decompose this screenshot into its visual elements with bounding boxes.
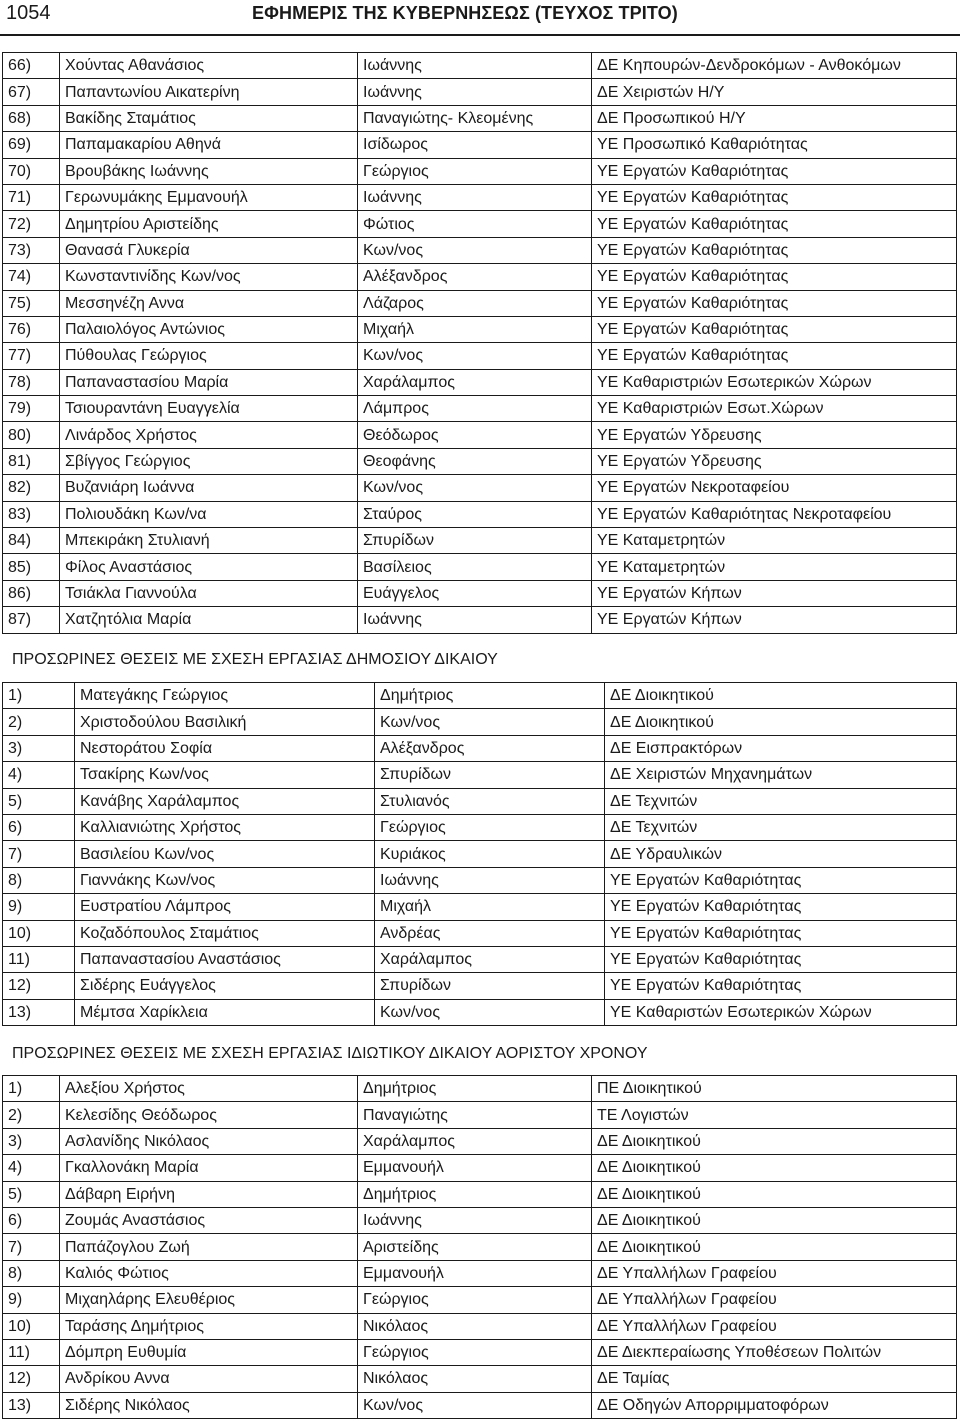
- father-name-cell: Σπυρίδων: [358, 528, 592, 554]
- table-row: [3, 735, 957, 761]
- surname-name-cell: Βυζανιάρη Ιωάννα: [60, 475, 358, 501]
- row-number-cell: 6): [3, 1207, 60, 1233]
- job-specialty-cell: ΥΕ Εργατών Κήπων: [592, 607, 957, 633]
- row-number-cell: 67): [3, 79, 60, 105]
- father-name-cell: Λάμπρος: [358, 396, 592, 422]
- surname-name-cell: Παπάζογλου Ζωή: [60, 1234, 358, 1260]
- row-number-cell: 72): [3, 211, 60, 237]
- staff-table-2: [2, 682, 957, 1026]
- section-title-private-law: ΠΡΟΣΩΡΙΝΕΣ ΘΕΣΕΙΣ ΜΕ ΣΧΕΣΗ ΕΡΓΑΣΙΑΣ ΙΔΙΩΤΙΚΟΥ ΔΙΚΑΙΟΥ ΑΟΡΙΣΤΟΥ ΧΡΟΝΟΥ: [12, 1045, 648, 1062]
- table-row: [3, 211, 957, 237]
- job-specialty-cell: ΥΕ Εργατών Καθαριότητας: [592, 343, 957, 369]
- father-name-cell: Αλέξανδρος: [375, 735, 605, 761]
- surname-name-cell: Κανάβης Χαράλαμπος: [75, 788, 375, 814]
- father-name-cell: Μιχαήλ: [375, 894, 605, 920]
- father-name-cell: Γεώργιος: [358, 158, 592, 184]
- job-specialty-cell: ΤΕ Λογιστών: [592, 1102, 957, 1128]
- father-name-cell: Εμμανουήλ: [358, 1155, 592, 1181]
- father-name-cell: Κων/νος: [358, 475, 592, 501]
- father-name-cell: Δημήτριος: [375, 683, 605, 709]
- table-row: [3, 580, 957, 606]
- father-name-cell: Κυριάκος: [375, 841, 605, 867]
- table-row: [3, 554, 957, 580]
- row-number-cell: 81): [3, 448, 60, 474]
- surname-name-cell: Σβίγγος Γεώργιος: [60, 448, 358, 474]
- table-row: [3, 79, 957, 105]
- father-name-cell: Γεώργιος: [358, 1287, 592, 1313]
- job-specialty-cell: ΔΕ Υπαλλήλων Γραφείου: [592, 1287, 957, 1313]
- table-row: [3, 1260, 957, 1286]
- job-specialty-cell: ΥΕ Εργατών Κήπων: [592, 580, 957, 606]
- surname-name-cell: Σιδέρης Ευάγγελος: [75, 973, 375, 999]
- row-number-cell: 9): [3, 894, 75, 920]
- job-specialty-cell: ΔΕ Τεχνιτών: [605, 814, 957, 840]
- row-number-cell: 9): [3, 1287, 60, 1313]
- table-row: [3, 369, 957, 395]
- row-number-cell: 75): [3, 290, 60, 316]
- job-specialty-cell: ΔΕ Διοικητικού: [605, 683, 957, 709]
- surname-name-cell: Μπεκιράκη Στυλιανή: [60, 528, 358, 554]
- table-row: [3, 1234, 957, 1260]
- row-number-cell: 70): [3, 158, 60, 184]
- row-number-cell: 71): [3, 184, 60, 210]
- row-number-cell: 2): [3, 1102, 60, 1128]
- surname-name-cell: Μέμτσα Χαρίκλεια: [75, 999, 375, 1025]
- gazette-title: ΕΦΗΜΕΡΙΣ ΤΗΣ ΚΥΒΕΡΝΗΣΕΩΣ (ΤΕΥΧΟΣ ΤΡΙΤΟ): [252, 3, 678, 23]
- row-number-cell: 87): [3, 607, 60, 633]
- table-row: [3, 237, 957, 263]
- job-specialty-cell: ΥΕ Καθαριστών Εσωτερικών Χώρων: [605, 999, 957, 1025]
- row-number-cell: 8): [3, 867, 75, 893]
- header-divider: [0, 34, 960, 36]
- table-row: [3, 1366, 957, 1392]
- surname-name-cell: Δημητρίου Αριστείδης: [60, 211, 358, 237]
- job-specialty-cell: ΥΕ Καταμετρητών: [592, 554, 957, 580]
- surname-name-cell: Καλιός Φώτιος: [60, 1260, 358, 1286]
- row-number-cell: 13): [3, 1392, 60, 1418]
- job-specialty-cell: ΔΕ Ταμίας: [592, 1366, 957, 1392]
- father-name-cell: Παναγιώτης: [358, 1102, 592, 1128]
- father-name-cell: Νικόλαος: [358, 1313, 592, 1339]
- page-number: 1054: [6, 2, 51, 24]
- table-row: [3, 1313, 957, 1339]
- row-number-cell: 69): [3, 132, 60, 158]
- job-specialty-cell: ΔΕ Προσωπικού Η/Υ: [592, 105, 957, 131]
- row-number-cell: 78): [3, 369, 60, 395]
- job-specialty-cell: ΥΕ Εργατών Καθαριότητας: [592, 184, 957, 210]
- table-row: [3, 53, 957, 79]
- surname-name-cell: Χατζητόλια Μαρία: [60, 607, 358, 633]
- father-name-cell: Σπυρίδων: [375, 973, 605, 999]
- table-row: [3, 316, 957, 342]
- job-specialty-cell: ΥΕ Εργατών Καθαριότητας: [605, 946, 957, 972]
- job-specialty-cell: ΥΕ Εργατών Καθαριότητας: [592, 211, 957, 237]
- table-row: [3, 1128, 957, 1154]
- row-number-cell: 86): [3, 580, 60, 606]
- table-row: [3, 105, 957, 131]
- father-name-cell: Ιωάννης: [358, 53, 592, 79]
- father-name-cell: Ευάγγελος: [358, 580, 592, 606]
- table-row: [3, 946, 957, 972]
- table-row: [3, 814, 957, 840]
- father-name-cell: Μιχαήλ: [358, 316, 592, 342]
- father-name-cell: Στυλιανός: [375, 788, 605, 814]
- father-name-cell: Δημήτριος: [358, 1181, 592, 1207]
- job-specialty-cell: ΥΕ Εργατών Καθαριότητας Νεκροταφείου: [592, 501, 957, 527]
- table-row: [3, 475, 957, 501]
- row-number-cell: 1): [3, 1076, 60, 1102]
- job-specialty-cell: ΔΕ Διοικητικού: [592, 1155, 957, 1181]
- father-name-cell: Ιωάννης: [358, 1207, 592, 1233]
- table-row: [3, 788, 957, 814]
- table-row: [3, 501, 957, 527]
- father-name-cell: Αριστείδης: [358, 1234, 592, 1260]
- surname-name-cell: Ανδρίκου Αννα: [60, 1366, 358, 1392]
- row-number-cell: 11): [3, 946, 75, 972]
- row-number-cell: 13): [3, 999, 75, 1025]
- surname-name-cell: Ασλανίδης Νικόλαος: [60, 1128, 358, 1154]
- row-number-cell: 82): [3, 475, 60, 501]
- row-number-cell: 83): [3, 501, 60, 527]
- father-name-cell: Κων/νος: [358, 343, 592, 369]
- father-name-cell: Γεώργιος: [358, 1339, 592, 1365]
- job-specialty-cell: ΔΕ Διοικητικού: [592, 1234, 957, 1260]
- surname-name-cell: Γερωνυμάκης Εμμανουήλ: [60, 184, 358, 210]
- row-number-cell: 4): [3, 1155, 60, 1181]
- father-name-cell: Ισίδωρος: [358, 132, 592, 158]
- father-name-cell: Σπυρίδων: [375, 762, 605, 788]
- table-row: [3, 1076, 957, 1102]
- row-number-cell: 3): [3, 735, 75, 761]
- section-title-public-law: ΠΡΟΣΩΡΙΝΕΣ ΘΕΣΕΙΣ ΜΕ ΣΧΕΣΗ ΕΡΓΑΣΙΑΣ ΔΗΜΟΣΙΟΥ ΔΙΚΑΙΟΥ: [12, 651, 498, 668]
- surname-name-cell: Ματεγάκης Γεώργιος: [75, 683, 375, 709]
- row-number-cell: 6): [3, 814, 75, 840]
- row-number-cell: 5): [3, 1181, 60, 1207]
- father-name-cell: Θεόδωρος: [358, 422, 592, 448]
- row-number-cell: 8): [3, 1260, 60, 1286]
- job-specialty-cell: ΔΕ Διοικητικού: [592, 1207, 957, 1233]
- table-row: [3, 1155, 957, 1181]
- table-row: [3, 683, 957, 709]
- row-number-cell: 12): [3, 973, 75, 999]
- surname-name-cell: Μιχαηλάρης Ελευθέριος: [60, 1287, 358, 1313]
- table-row: [3, 343, 957, 369]
- job-specialty-cell: ΥΕ Εργατών Καθαριότητας: [605, 973, 957, 999]
- surname-name-cell: Κωνσταντινίδης Κων/νος: [60, 264, 358, 290]
- row-number-cell: 3): [3, 1128, 60, 1154]
- father-name-cell: Κων/νος: [358, 237, 592, 263]
- surname-name-cell: Τσιάκλα Γιαννούλα: [60, 580, 358, 606]
- row-number-cell: 84): [3, 528, 60, 554]
- father-name-cell: Σταύρος: [358, 501, 592, 527]
- job-specialty-cell: ΠΕ Διοικητικού: [592, 1076, 957, 1102]
- page-header: [0, 0, 960, 34]
- surname-name-cell: Ευστρατίου Λάμπρος: [75, 894, 375, 920]
- surname-name-cell: Πύθουλας Γεώργιος: [60, 343, 358, 369]
- father-name-cell: Θεοφάνης: [358, 448, 592, 474]
- row-number-cell: 4): [3, 762, 75, 788]
- job-specialty-cell: ΥΕ Καθαριστριών Εσωτερικών Χώρων: [592, 369, 957, 395]
- table-row: [3, 1392, 957, 1418]
- table-row: [3, 867, 957, 893]
- row-number-cell: 85): [3, 554, 60, 580]
- row-number-cell: 80): [3, 422, 60, 448]
- father-name-cell: Γεώργιος: [375, 814, 605, 840]
- row-number-cell: 12): [3, 1366, 60, 1392]
- job-specialty-cell: ΔΕ Χειριστών Μηχανημάτων: [605, 762, 957, 788]
- row-number-cell: 5): [3, 788, 75, 814]
- surname-name-cell: Δάβαρη Ειρήνη: [60, 1181, 358, 1207]
- job-specialty-cell: ΥΕ Εργατών Καθαριότητας: [605, 920, 957, 946]
- father-name-cell: Παναγιώτης- Κλεομένης: [358, 105, 592, 131]
- father-name-cell: Ιωάννης: [358, 184, 592, 210]
- father-name-cell: Αλέξανδρος: [358, 264, 592, 290]
- table-row: [3, 762, 957, 788]
- surname-name-cell: Θανασά Γλυκερία: [60, 237, 358, 263]
- surname-name-cell: Γκαλλονάκη Μαρία: [60, 1155, 358, 1181]
- surname-name-cell: Βασιλείου Κων/νος: [75, 841, 375, 867]
- surname-name-cell: Σιδέρης Νικόλαος: [60, 1392, 358, 1418]
- row-number-cell: 74): [3, 264, 60, 290]
- job-specialty-cell: ΥΕ Εργατών Νεκροταφείου: [592, 475, 957, 501]
- table-row: [3, 1181, 957, 1207]
- father-name-cell: Ιωάννης: [375, 867, 605, 893]
- surname-name-cell: Βακίδης Σταμάτιος: [60, 105, 358, 131]
- job-specialty-cell: ΥΕ Εργατών Καθαριότητας: [592, 158, 957, 184]
- surname-name-cell: Παπαμακαρίου Αθηνά: [60, 132, 358, 158]
- row-number-cell: 2): [3, 709, 75, 735]
- row-number-cell: 66): [3, 53, 60, 79]
- job-specialty-cell: ΥΕ Εργατών Καθαριότητας: [592, 316, 957, 342]
- table-row: [3, 841, 957, 867]
- job-specialty-cell: ΔΕ Τεχνιτών: [605, 788, 957, 814]
- row-number-cell: 11): [3, 1339, 60, 1365]
- surname-name-cell: Φίλος Αναστάσιος: [60, 554, 358, 580]
- surname-name-cell: Χούντας Αθανάσιος: [60, 53, 358, 79]
- table-row: [3, 973, 957, 999]
- table-row: [3, 290, 957, 316]
- job-specialty-cell: ΥΕ Εργατών Καθαριότητας: [592, 290, 957, 316]
- job-specialty-cell: ΔΕ Διοικητικού: [592, 1181, 957, 1207]
- surname-name-cell: Χριστοδούλου Βασιλική: [75, 709, 375, 735]
- father-name-cell: Λάζαρος: [358, 290, 592, 316]
- job-specialty-cell: ΥΕ Καταμετρητών: [592, 528, 957, 554]
- father-name-cell: Δημήτριος: [358, 1076, 592, 1102]
- table-row: [3, 1207, 957, 1233]
- table-row: [3, 132, 957, 158]
- job-specialty-cell: ΥΕ Καθαριστριών Εσωτ.Χώρων: [592, 396, 957, 422]
- father-name-cell: Κων/νος: [358, 1392, 592, 1418]
- table-row: [3, 1339, 957, 1365]
- job-specialty-cell: ΥΕ Εργατών Καθαριότητας: [592, 237, 957, 263]
- table-row: [3, 448, 957, 474]
- job-specialty-cell: ΔΕ Υπαλλήλων Γραφείου: [592, 1313, 957, 1339]
- job-specialty-cell: ΔΕ Υπαλλήλων Γραφείου: [592, 1260, 957, 1286]
- table-row: [3, 422, 957, 448]
- row-number-cell: 10): [3, 920, 75, 946]
- surname-name-cell: Καλλιανιώτης Χρήστος: [75, 814, 375, 840]
- table-row: [3, 607, 957, 633]
- job-specialty-cell: ΔΕ Χειριστών Η/Υ: [592, 79, 957, 105]
- table-row: [3, 920, 957, 946]
- surname-name-cell: Τσακίρης Κων/νος: [75, 762, 375, 788]
- father-name-cell: Φώτιος: [358, 211, 592, 237]
- row-number-cell: 10): [3, 1313, 60, 1339]
- father-name-cell: Κων/νος: [375, 709, 605, 735]
- surname-name-cell: Μεσσηνέζη Αννα: [60, 290, 358, 316]
- job-specialty-cell: ΥΕ Εργατών Καθαριότητας: [605, 867, 957, 893]
- surname-name-cell: Παπαντωνίου Αικατερίνη: [60, 79, 358, 105]
- staff-table-3: [2, 1075, 957, 1419]
- father-name-cell: Χαράλαμπος: [358, 1128, 592, 1154]
- surname-name-cell: Βρουβάκης Ιωάννης: [60, 158, 358, 184]
- job-specialty-cell: ΔΕ Διοικητικού: [605, 709, 957, 735]
- staff-table-1: [2, 52, 957, 634]
- surname-name-cell: Γιαννάκης Κων/νος: [75, 867, 375, 893]
- table-row: [3, 264, 957, 290]
- row-number-cell: 68): [3, 105, 60, 131]
- table-row: [3, 184, 957, 210]
- job-specialty-cell: ΥΕ Εργατών Καθαριότητας: [592, 264, 957, 290]
- surname-name-cell: Τσιουραντάνη Ευαγγελία: [60, 396, 358, 422]
- surname-name-cell: Κελεσίδης Θεόδωρος: [60, 1102, 358, 1128]
- row-number-cell: 7): [3, 1234, 60, 1260]
- father-name-cell: Χαράλαμπος: [358, 369, 592, 395]
- row-number-cell: 79): [3, 396, 60, 422]
- row-number-cell: 1): [3, 683, 75, 709]
- row-number-cell: 73): [3, 237, 60, 263]
- father-name-cell: Χαράλαμπος: [375, 946, 605, 972]
- job-specialty-cell: ΔΕ Διοικητικού: [592, 1128, 957, 1154]
- job-specialty-cell: ΥΕ Προσωπικό Καθαριότητας: [592, 132, 957, 158]
- father-name-cell: Κων/νος: [375, 999, 605, 1025]
- surname-name-cell: Πολιουδάκη Κων/να: [60, 501, 358, 527]
- job-specialty-cell: ΥΕ Εργατών Καθαριότητας: [605, 894, 957, 920]
- father-name-cell: Ιωάννης: [358, 607, 592, 633]
- job-specialty-cell: ΔΕ Εισπρακτόρων: [605, 735, 957, 761]
- table-row: [3, 1287, 957, 1313]
- surname-name-cell: Λινάρδος Χρήστος: [60, 422, 358, 448]
- job-specialty-cell: ΔΕ Διεκπεραίωσης Υποθέσεων Πολιτών: [592, 1339, 957, 1365]
- surname-name-cell: Κοζαδόπουλος Σταμάτιος: [75, 920, 375, 946]
- table-row: [3, 894, 957, 920]
- row-number-cell: 77): [3, 343, 60, 369]
- father-name-cell: Βασίλειος: [358, 554, 592, 580]
- surname-name-cell: Νεστοράτου Σοφία: [75, 735, 375, 761]
- table-row: [3, 1102, 957, 1128]
- row-number-cell: 7): [3, 841, 75, 867]
- surname-name-cell: Παπαναστασίου Αναστάσιος: [75, 946, 375, 972]
- table-row: [3, 528, 957, 554]
- job-specialty-cell: ΔΕ Υδραυλικών: [605, 841, 957, 867]
- job-specialty-cell: ΥΕ Εργατών Υδρευσης: [592, 448, 957, 474]
- surname-name-cell: Ζουμάς Αναστάσιος: [60, 1207, 358, 1233]
- row-number-cell: 76): [3, 316, 60, 342]
- father-name-cell: Ιωάννης: [358, 79, 592, 105]
- father-name-cell: Ανδρέας: [375, 920, 605, 946]
- surname-name-cell: Ταράσης Δημήτριος: [60, 1313, 358, 1339]
- table-row: [3, 158, 957, 184]
- job-specialty-cell: ΔΕ Οδηγών Απορριμματοφόρων: [592, 1392, 957, 1418]
- surname-name-cell: Παλαιολόγος Αντώνιος: [60, 316, 358, 342]
- job-specialty-cell: ΔΕ Κηπουρών-Δενδροκόμων - Ανθοκόμων: [592, 53, 957, 79]
- table-row: [3, 999, 957, 1025]
- table-row: [3, 709, 957, 735]
- surname-name-cell: Δόμπρη Ευθυμία: [60, 1339, 358, 1365]
- job-specialty-cell: ΥΕ Εργατών Υδρευσης: [592, 422, 957, 448]
- father-name-cell: Νικόλαος: [358, 1366, 592, 1392]
- table-row: [3, 396, 957, 422]
- surname-name-cell: Παπαναστασίου Μαρία: [60, 369, 358, 395]
- surname-name-cell: Αλεξίου Χρήστος: [60, 1076, 358, 1102]
- father-name-cell: Εμμανουήλ: [358, 1260, 592, 1286]
